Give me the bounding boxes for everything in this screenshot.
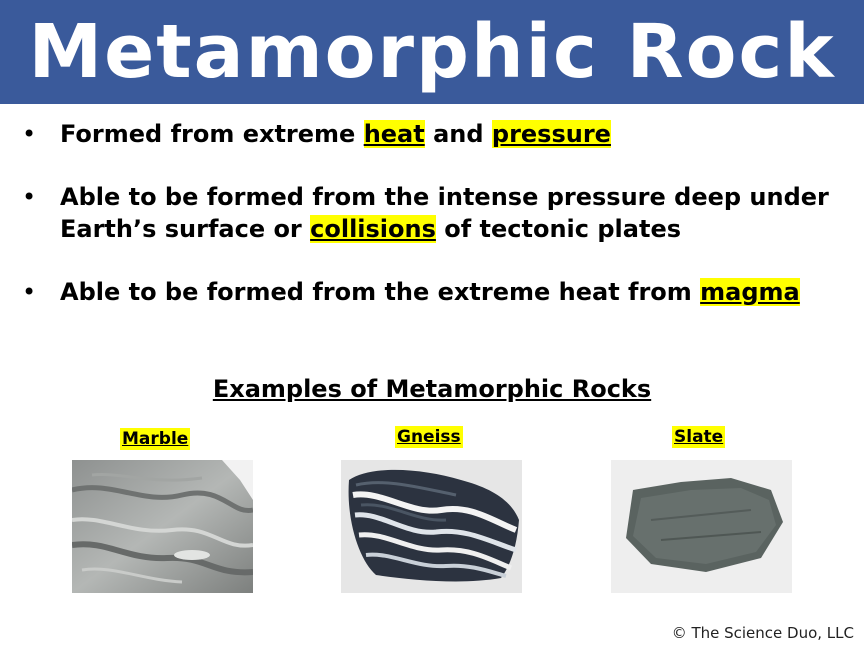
slate-label: Slate [674,427,724,447]
examples-heading: Examples of Metamorphic Rocks [212,375,652,403]
bullet-item [22,181,852,245]
marble-image [72,460,253,593]
bullet-text [60,278,800,306]
bullet-text-segment: Able to be formed from the extreme heat from [60,278,701,306]
copyright-text: © The Science Duo, LLC [671,624,854,642]
bullet-text-segment: Able to be formed from the intense pressure deep under Earth’s surface or [60,183,829,243]
bullet-item [22,118,852,150]
bullet-text [60,120,611,148]
bullet-dot: • [22,278,37,306]
bullet-text-segment: of tectonic plates [435,215,681,243]
marble-label: Marble [122,429,189,449]
bullet-list [22,118,852,339]
highlighted-term: magma [700,278,800,306]
highlighted-term: pressure [491,120,611,148]
slate-image [611,460,792,593]
highlighted-term: collisions [310,215,436,243]
gneiss-label: Gneiss [397,427,461,447]
page-title: Metamorphic Rock [28,9,836,95]
bullet-item [22,276,852,308]
bullet-dot: • [22,183,37,211]
bullet-text [60,183,829,243]
title-bar [0,0,864,104]
bullet-dot: • [22,120,37,148]
bullet-text-segment: Formed from extreme [60,120,364,148]
bullet-text-segment: and [424,120,492,148]
highlighted-term: heat [363,120,425,148]
gneiss-image [341,460,522,593]
